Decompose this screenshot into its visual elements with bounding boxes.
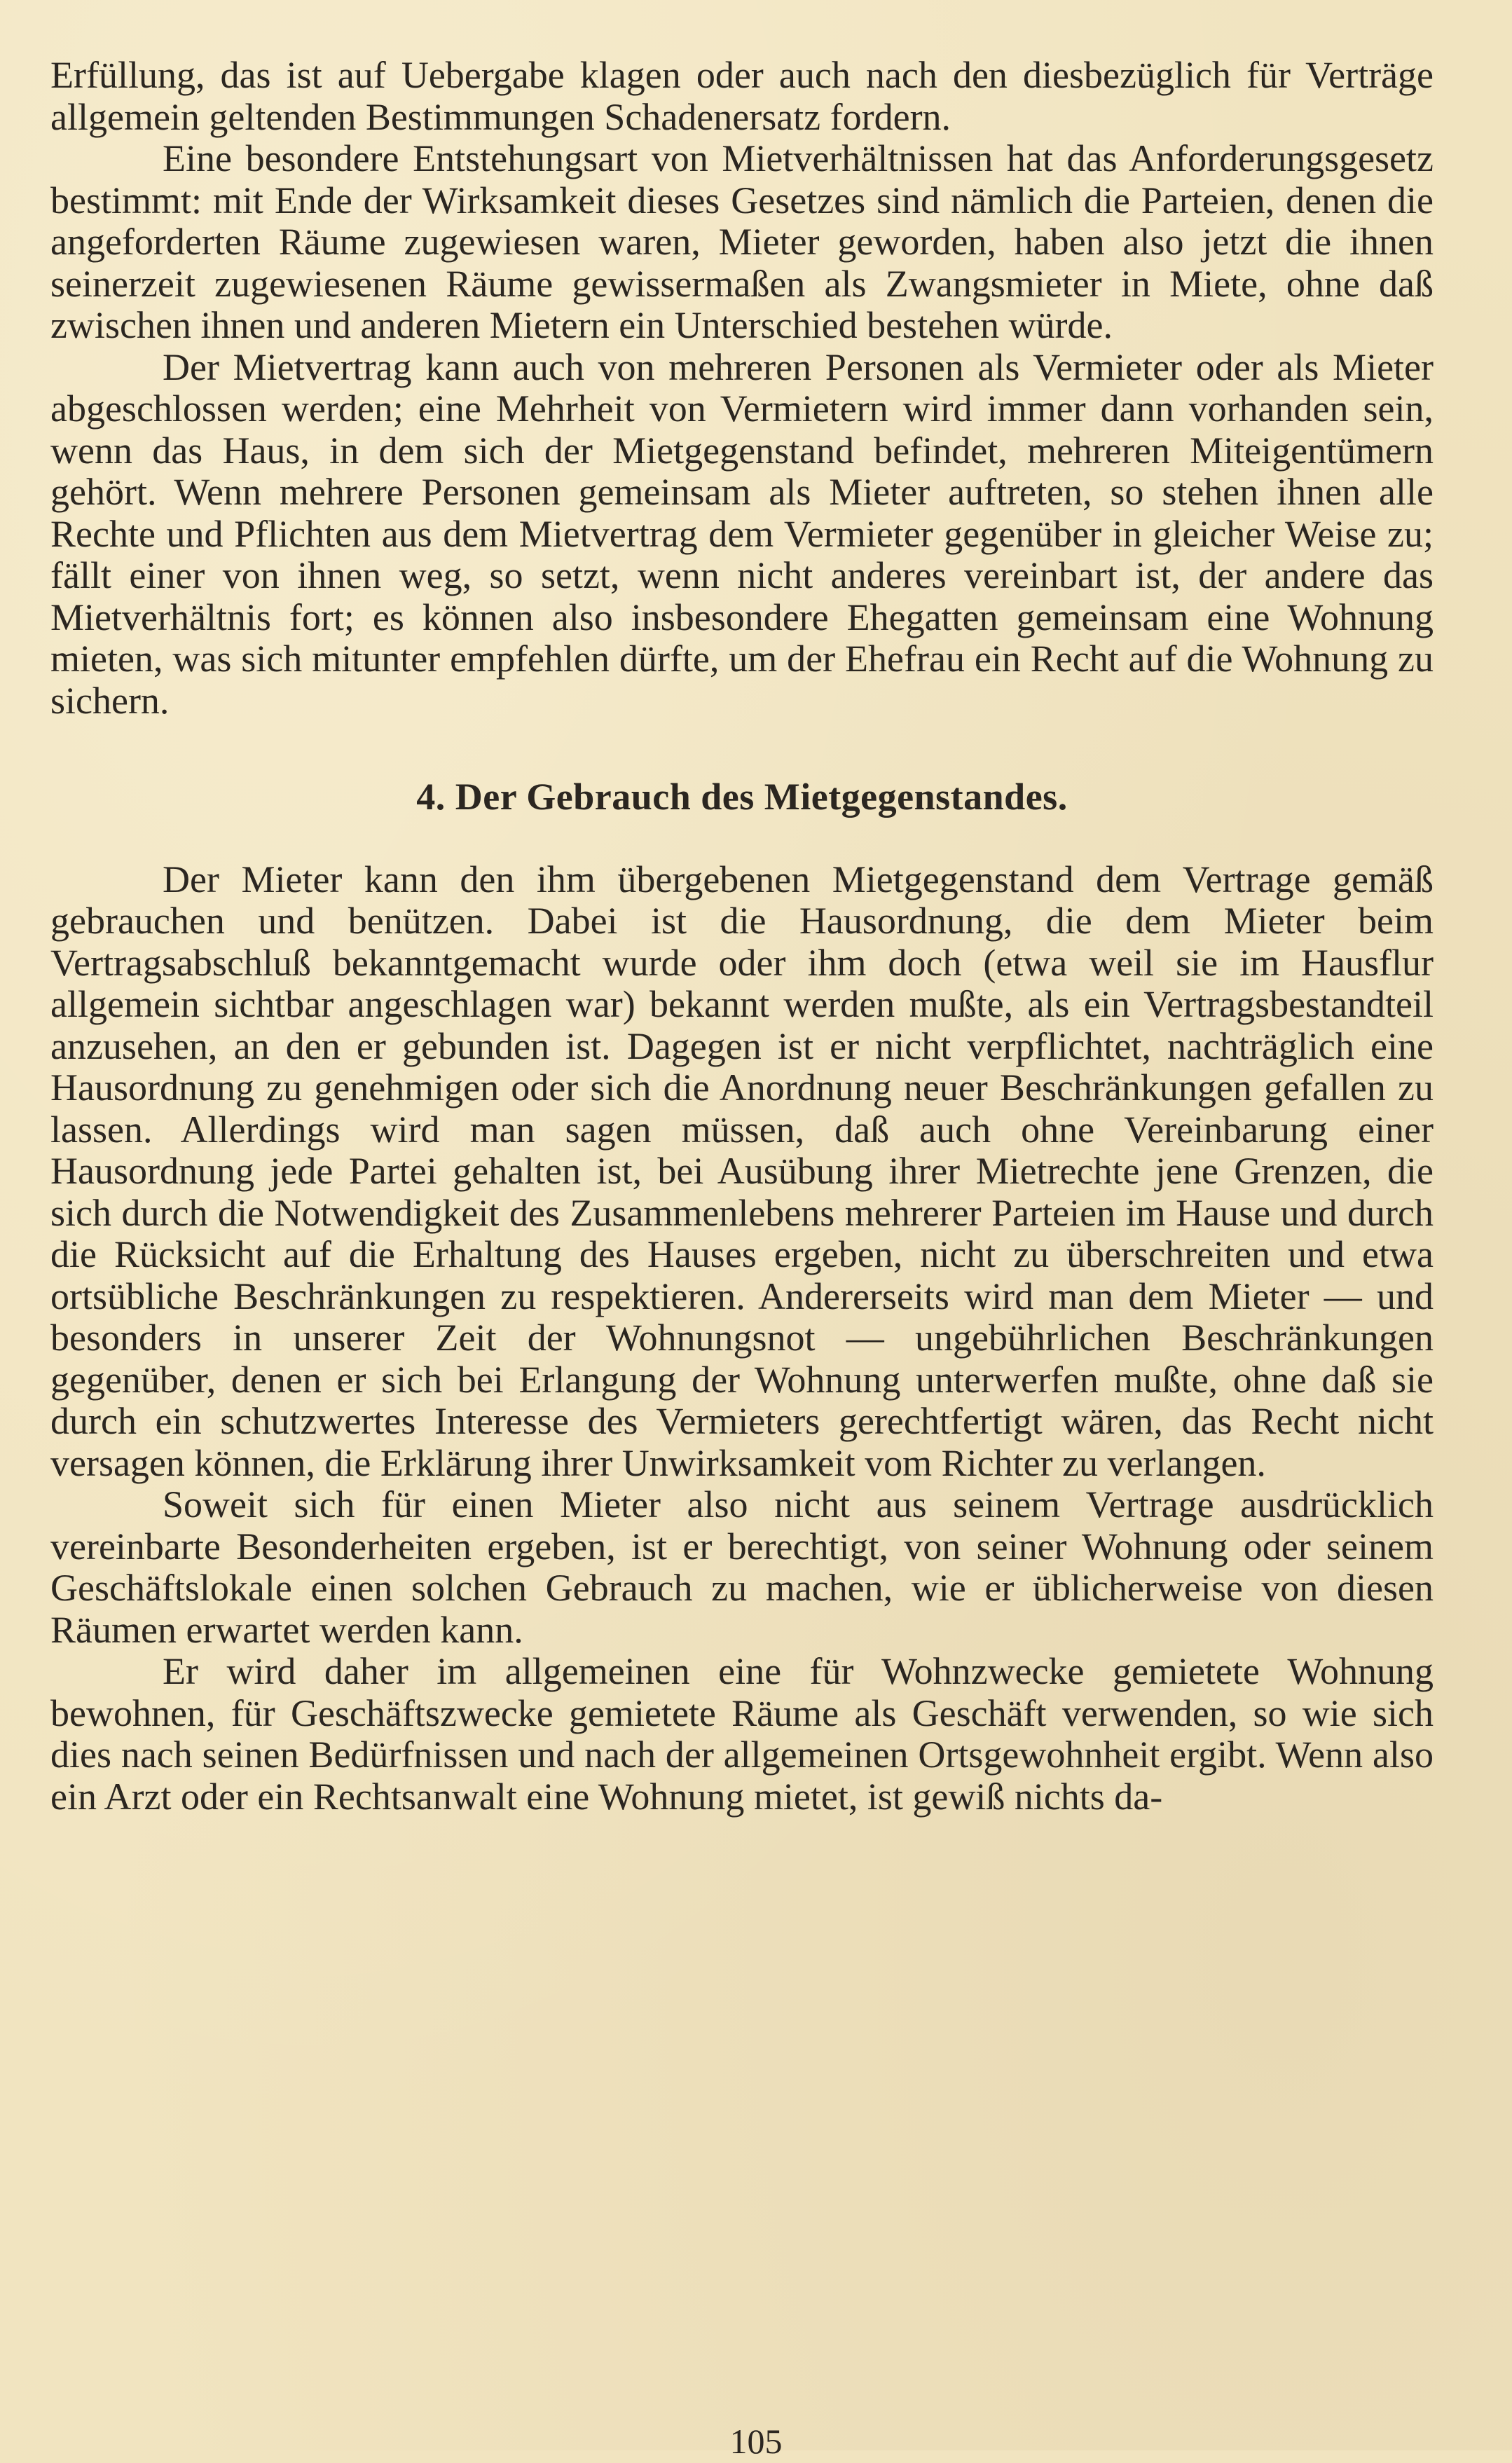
- paragraph-gebrauch: Der Mieter kann den ihm übergebenen Mietgegenstand dem Vertrage gemäß gebrauchen und benützen. Dabei ist die Hausordnung, die dem Mieter beim Vertragsabschluß bekanntgemacht wurde oder ihm doch (etwa weil sie im Hausflur allgemein sichtbar angeschlagen war) bekannt werden mußte, als ein Vertragsbestandteil anzusehen, an den er gebunden ist. Dagegen ist er nicht verpflichtet, nachträglich eine Hausordnung zu genehmigen oder sich die Anordnung neuer Beschränkungen gefallen zu lassen. Allerdings wird man sagen müssen, daß auch ohne Vereinbarung einer Hausordnung jede Partei gehalten ist, bei Ausübung ihrer Mietrechte jene Grenzen, die sich durch die Notwendigkeit des Zusammenlebens mehrerer Parteien im Hause und durch die Rücksicht auf die Erhaltung des Hauses ergeben, nicht zu überschreiten und etwa ortsübliche Beschränkungen zu respektieren. Andererseits wird man dem Mieter — und besonders in unserer Zeit der Wohnungsnot — ungebührlichen Beschränkungen gegenüber, denen er sich bei Erlangung der Wohnung unterwerfen mußte, ohne daß sie durch ein schutzwertes Interesse des Vermieters gerechtfertigt wären, das Recht nicht versagen können, die Erklärung ihrer Unwirksamkeit vom Richter zu verlangen.: [50, 858, 1434, 1484]
- paragraph-wohnzwecke: Er wird daher im allgemeinen eine für Wohnzwecke gemietete Wohnung bewohnen, für Geschäftszwecke gemietete Räume als Geschäft verwenden, so wie sich dies nach seinen Bedürfnissen und nach der allgemeinen Ortsgewohnheit ergibt. Wenn also ein Arzt oder ein Rechtsanwalt eine Wohnung mietet, ist gewiß nichts da-: [50, 1650, 1434, 1818]
- section-heading: 4. Der Gebrauch des Mietgegenstandes.: [416, 776, 1068, 818]
- paragraph-soweit: Soweit sich für einen Mieter also nicht aus seinem Vertrage ausdrücklich vereinbarte Besonderheiten ergeben, ist er berechtigt, von seiner Wohnung oder seinem Geschäftslokale einen solchen Gebrauch zu machen, wie er üblicherweise von diesen Räumen erwartet werden kann.: [50, 1483, 1434, 1651]
- paragraph-continuation: Erfüllung, das ist auf Uebergabe klagen oder auch nach den diesbezüglich für Verträge allgemein geltenden Bestimmungen Schadenersatz fordern.: [50, 54, 1434, 138]
- paragraph-anforderungsgesetz: Eine besondere Entstehungsart von Mietverhältnissen hat das Anforderungsgesetz bestimmt: mit Ende der Wirksamkeit dieses Gesetzes sind nämlich die Parteien, denen die angeforderten Räume zugewiesen waren, Mieter geworden, haben also jetzt die ihnen seinerzeit zugewiesenen Räume gewissermaßen als Zwangsmieter in Miete, ohne daß zwischen ihnen und anderen Mietern ein Unterschied bestehen würde.: [50, 137, 1434, 346]
- main-text: [50, 55, 1434, 1818]
- page-number: 105: [729, 2422, 783, 2461]
- paragraph-mehrere-personen: Der Mietvertrag kann auch von mehreren Personen als Vermieter oder als Mieter abgeschlossen werden; eine Mehrheit von Vermietern wird immer dann vorhanden sein, wenn das Haus, in dem sich der Mietgegenstand befindet, mehreren Miteigentümern gehört. Wenn mehrere Personen gemeinsam als Mieter auftreten, so stehen ihnen alle Rechte und Pflichten aus dem Mietvertrag dem Vermieter gegenüber in gleicher Weise zu; fällt einer von ihnen weg, so setzt, wenn nicht anderes vereinbart ist, der andere das Mietverhältnis fort; es können also insbesondere Ehegatten gemeinsam eine Wohnung mieten, was sich mitunter empfehlen dürfte, um der Ehefrau ein Recht auf die Wohnung zu sichern.: [50, 345, 1434, 722]
